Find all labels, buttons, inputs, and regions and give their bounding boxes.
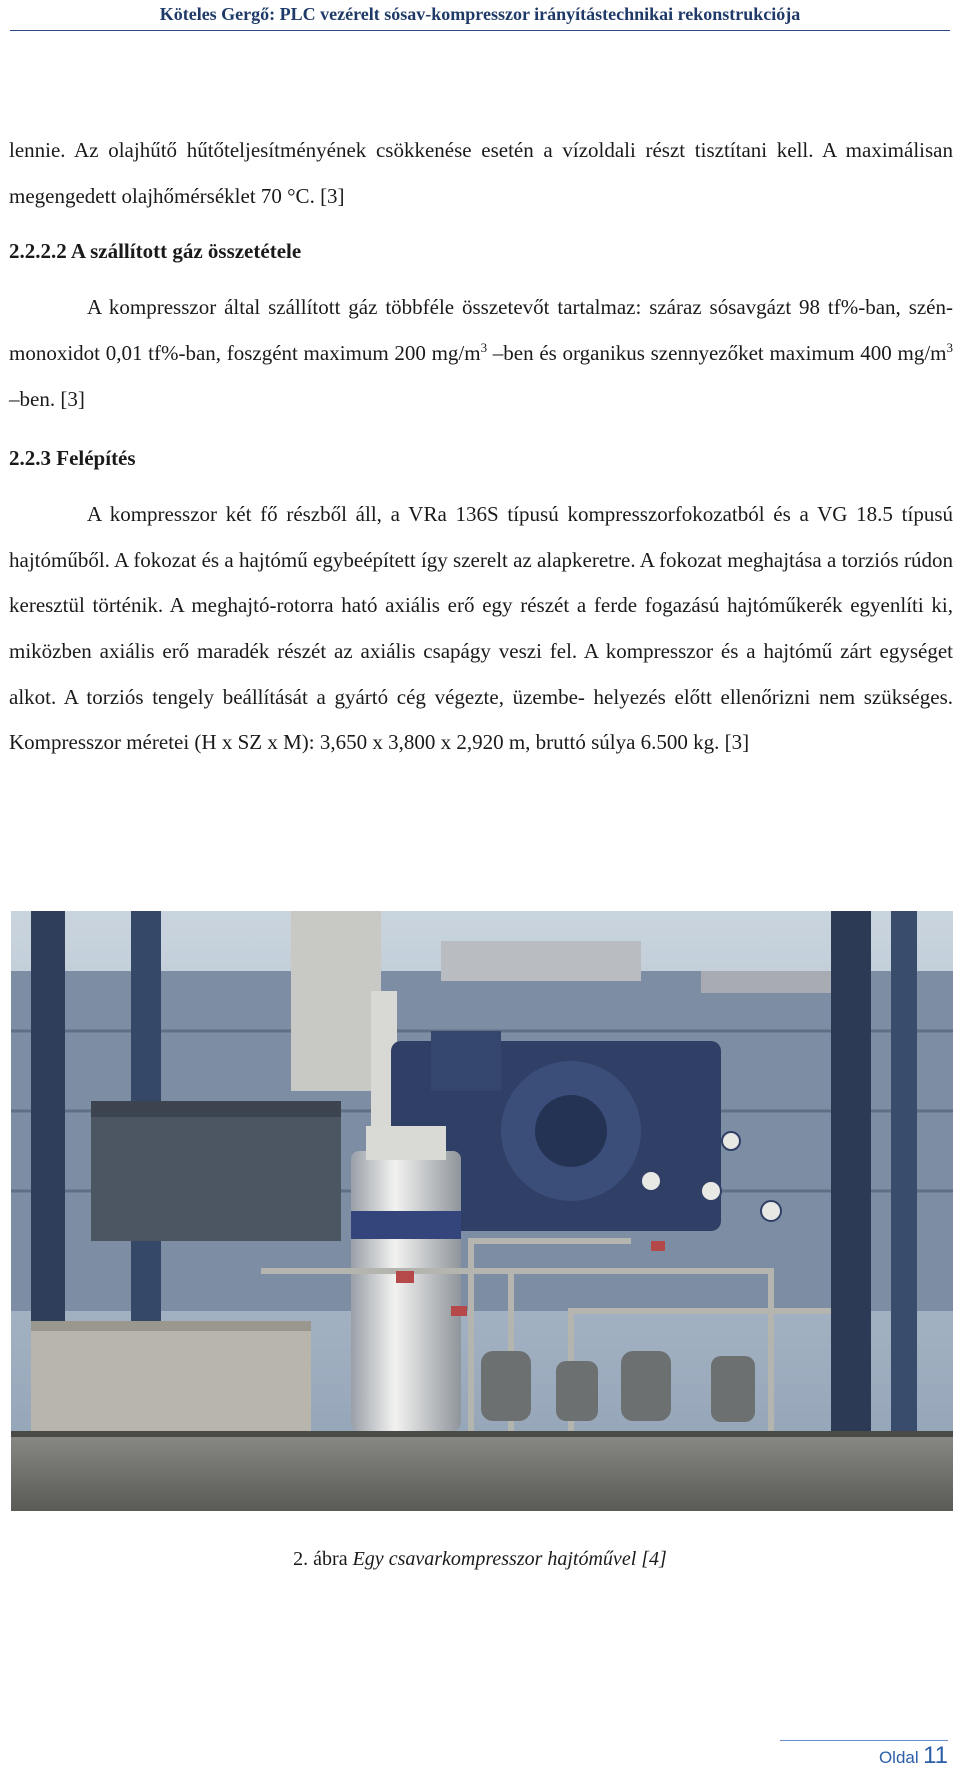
continued-paragraph: lennie. Az olajhűtő hűtőteljesítményének csökkenése esetén a vízoldali részt tisztítani kell. A maximálisan megengedett olajhőmérséklet 70 °C. [3]	[9, 138, 953, 208]
figure-caption-prefix: 2. ábra	[293, 1548, 353, 1570]
figure-caption-title: Egy csavarkompresszor hajtóművel [4]	[352, 1548, 667, 1570]
figure-caption	[0, 1548, 960, 1571]
header-divider	[10, 30, 950, 31]
page-label: Oldal	[878, 1748, 919, 1767]
body-text	[9, 128, 953, 766]
structure-paragraph: A kompresszor két fő részből áll, a VRa 136S típusú kompresszorfokozatból és a VG 18.5 típusú hajtóműből. A fokozat és a hajtómű egybeépített így szerelt az alapkeretre. A fokozat meghajtása a torziós rúdon keresztül történik. A meghajtó-rotorra ható axiális erő egy részét a ferde fogazású hajtóműkerék egyenlíti ki, miközben axiális erő maradék részét az axiális csapágy veszi fel. A kompresszor és a hajtómű zárt egységet alkot. A torziós tengely beállítását a gyártó cég végezte, üzembe- helyezés előtt ellenőrizni nem szükséges. Kompresszor méretei (H x SZ x M): 3,650 x 3,800 x 2,920 m, bruttó súlya 6.500 kg. [3]	[9, 501, 953, 755]
section-heading-2-2-3: 2.2.3 Felépítés	[9, 446, 136, 471]
page-number	[879, 1742, 948, 1770]
running-header	[0, 0, 960, 32]
footer-divider	[780, 1740, 948, 1741]
page-number-value: 11	[923, 1742, 948, 1769]
gas-composition-paragraph: A kompresszor által szállított gáz többféle összetevőt tartalmaz: száraz sósavgázt 98 tf%-ban, szén-monoxidot 0,01 tf%-ban, foszgént maximum 200 $mg/m^3$ –ben és organikus szennyezőket maximum 400 $mg/m^3$ –ben. [3]	[9, 295, 953, 411]
header-title: Köteles Gergő: PLC vezérelt sósav-kompresszor irányítástechnikai rekonstrukciója	[159, 4, 801, 24]
section-heading-2-2-2-2: 2.2.2.2 A szállított gáz összetétele	[9, 239, 302, 264]
compressor-photo	[11, 911, 953, 1511]
